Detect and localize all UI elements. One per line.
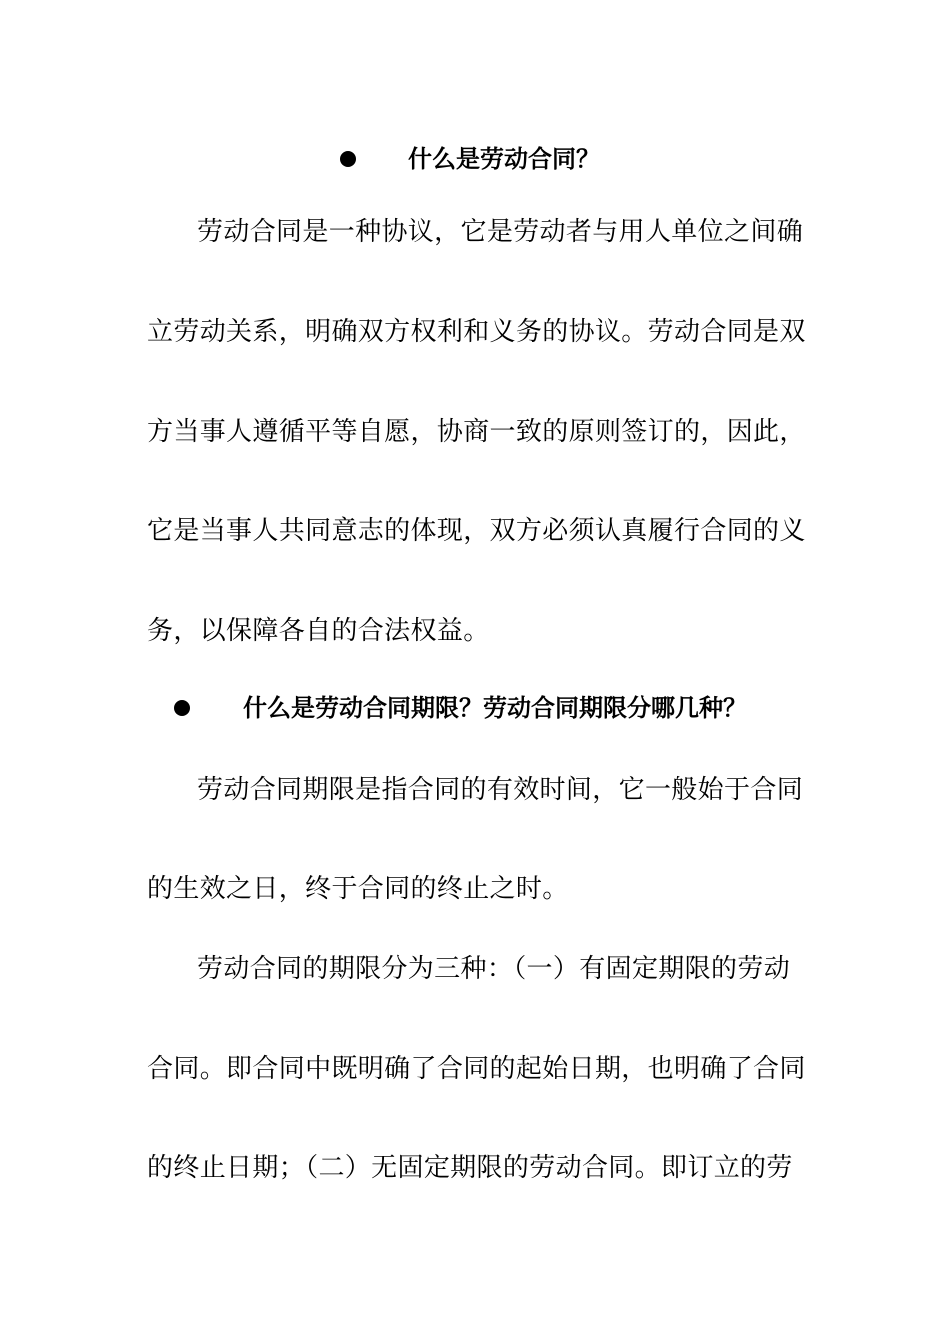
paragraph-line: 立劳动关系，明确双方权利和义务的协议。劳动合同是双	[147, 317, 806, 347]
paragraph-line: 劳动合同的期限分为三种：（一）有固定期限的劳动	[197, 954, 791, 984]
paragraph-line: 务，以保障各自的合法权益。	[147, 616, 490, 646]
paragraph-line: 劳动合同是一种协议，它是劳动者与用人单位之间确	[197, 217, 804, 247]
paragraph-line: 劳动合同期限是指合同的有效时间，它一般始于合同	[197, 775, 804, 805]
bullet-icon	[340, 151, 356, 167]
paragraph-line: 方当事人遵循平等自愿，协商一致的原则签订的，因此，	[147, 417, 806, 447]
paragraph-line: 的生效之日，终于合同的终止之时。	[147, 874, 569, 904]
section-heading-1: 什么是劳动合同？	[408, 144, 600, 173]
section-heading-2: 什么是劳动合同期限？劳动合同期限分哪几种？	[243, 693, 747, 722]
paragraph-line: 的终止日期；（二）无固定期限的劳动合同。即订立的劳	[147, 1153, 793, 1183]
bullet-icon	[174, 700, 190, 716]
paragraph-line: 它是当事人共同意志的体现，双方必须认真履行合同的义	[147, 516, 806, 546]
paragraph-line: 合同。即合同中既明确了合同的起始日期，也明确了合同	[147, 1054, 806, 1084]
